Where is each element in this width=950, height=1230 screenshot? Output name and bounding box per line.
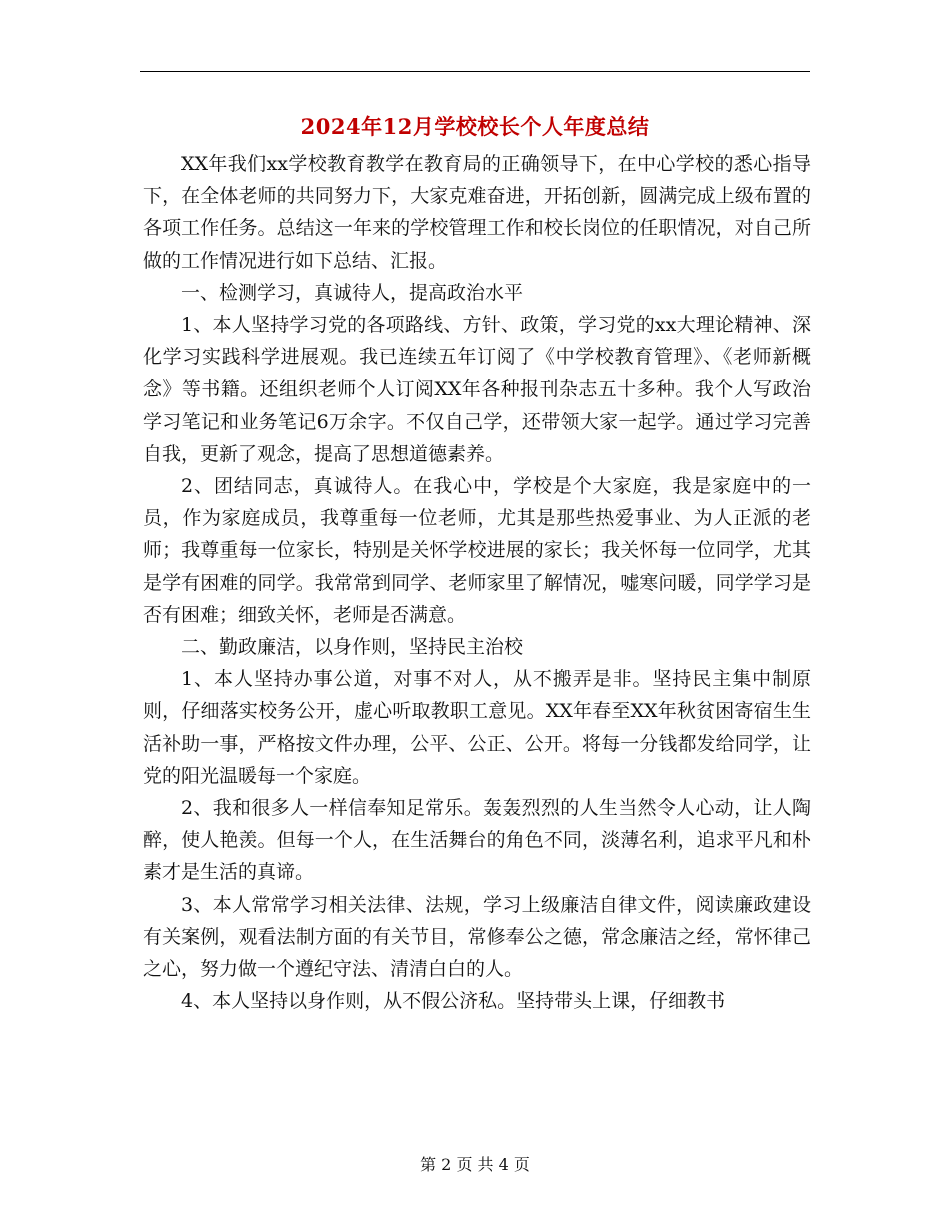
header-rule	[140, 71, 810, 72]
section-heading-2: 二、勤政廉洁，以身作则，坚持民主治校	[181, 636, 524, 659]
section-heading-1: 一、检测学习，真诚待人，提高政治水平	[181, 281, 524, 304]
document-body	[143, 148, 811, 1017]
document-title: 2024年12月学校校长个人年度总结	[300, 114, 650, 139]
section-2-item-1: 1、本人坚持办事公道，对事不对人，从不搬弄是非。坚持民主集中制原则，仔细落实校务公开，虚心听取教职工意见。XX年春至XX年秋贫困寄宿生生活补助一事，严格按文件办理，公平、公正、公开。将每一分钱都发给同学，让党的阳光温暖每一个家庭。	[143, 668, 811, 787]
page-footer: 第 2 页 共 4 页	[420, 1155, 530, 1174]
section-2-item-2: 2、我和很多人一样信奉知足常乐。轰轰烈烈的人生当然令人心动，让人陶醉，使人艳羡。但每一个人，在生活舞台的角色不同，淡薄名利，追求平凡和朴素才是生活的真谛。	[143, 797, 811, 884]
section-1-item-2: 2、团结同志，真诚待人。在我心中，学校是个大家庭，我是家庭中的一员，作为家庭成员，我尊重每一位老师，尤其是那些热爱事业、为人正派的老师；我尊重每一位家长，特别是关怀学校进展的家长；我关怀每一位同学，尤其是学有困难的同学。我常常到同学、老师家里了解情况，嘘寒问暖，同学学习是否有困难；细致关怀，老师是否满意。	[143, 475, 811, 626]
intro-paragraph: XX年我们xx学校教育教学在教育局的正确领导下，在中心学校的悉心指导下，在全体老师的共同努力下，大家克难奋进，开拓创新，圆满完成上级布置的各项工作任务。总结这一年来的学校管理工作和校长岗位的任职情况，对自己所做的工作情况进行如下总结、汇报。	[143, 153, 811, 272]
section-2-item-3: 3、本人常常学习相关法律、法规，学习上级廉洁自律文件，阅读廉政建设有关案例，观看法制方面的有关节目，常修奉公之德，常念廉洁之经，常怀律己之心，努力做一个遵纪守法、清清白白的人。	[143, 893, 811, 981]
section-1-item-1: 1、本人坚持学习党的各项路线、方针、政策，学习党的xx大理论精神、深化学习实践科学进展观。我已连续五年订阅了《中学校教育管理》、《老师新概念》等书籍。还组织老师个人订阅XX年各种报刊杂志五十多种。我个人写政治学习笔记和业务笔记6万余字。不仅自己学，还带领大家一起学。通过学习完善自我，更新了观念，提高了思想道德素养。	[143, 314, 811, 465]
section-2-item-4: 4、本人坚持以身作则，从不假公济私。坚持带头上课，仔细教书	[181, 990, 726, 1013]
